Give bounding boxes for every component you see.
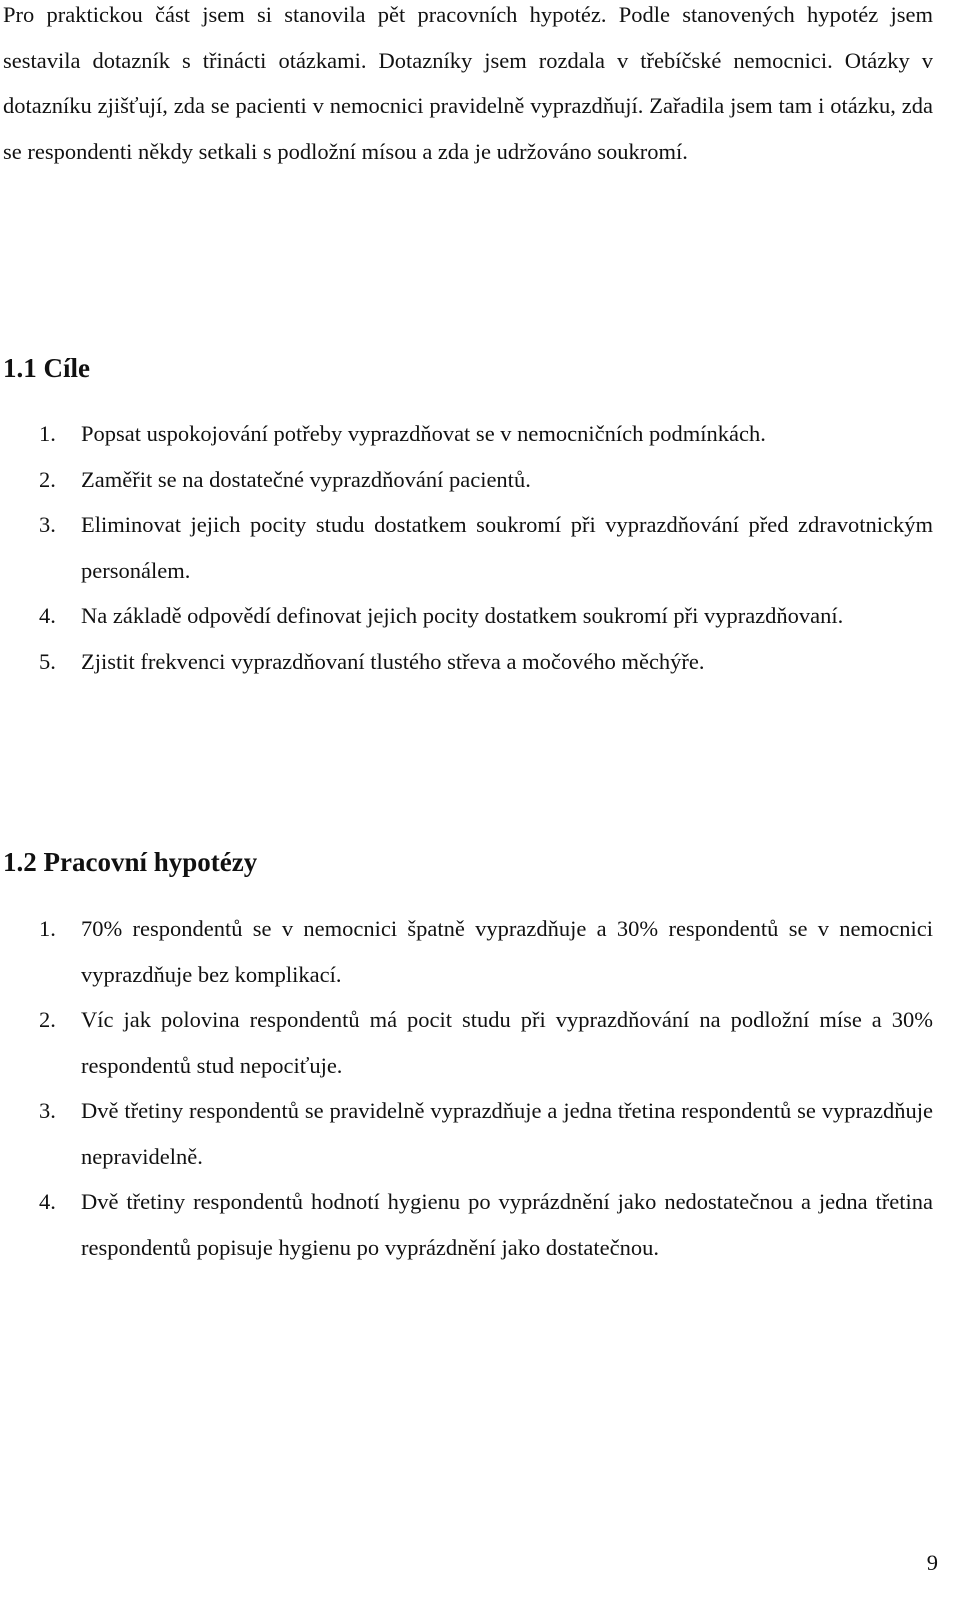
list-item-text: Zjistit frekvenci vyprazdňovaní tlustého střeva a močového měchýře.	[81, 648, 705, 674]
list-item-text: Popsat uspokojování potřeby vyprazdňovat se v nemocničních podmínkách.	[81, 421, 766, 446]
list-item	[0, 906, 933, 997]
list-item	[0, 639, 933, 685]
list-item	[0, 411, 933, 457]
list-item-number: 3.	[39, 512, 56, 537]
intro-paragraph: Pro praktickou část jsem si stanovila pět pracovních hypotéz. Podle stanovených hypotéz jsem sestavila dotazník s třinácti otázkami. Dotazníky jsem rozdala v třebíčské nemocnici. Otázky v dotazníku zjišťují, zda se pacienti v nemocnici pravidelně vyprazdňují. Zařadila jsem tam i otázku, zda se respondenti někdy setkali s podložní mísou a zda je udržováno soukromí.	[3, 2, 933, 164]
list-item-text: Eliminovat jejich pocity studu dostatkem soukromí při vyprazdňování před zdravotnickým personálem.	[81, 512, 933, 583]
list-item-number: 2.	[39, 466, 56, 492]
list-item-text: Dvě třetiny respondentů se pravidelně vyprazdňuje a jedna třetina respondentů se vyprazdňuje nepravidelně.	[81, 1098, 933, 1169]
list-item-number: 4.	[39, 1189, 56, 1214]
list-item-number: 2.	[39, 1007, 56, 1032]
list-item-number: 1.	[39, 916, 56, 941]
goals-list	[0, 411, 960, 684]
list-item	[0, 1179, 933, 1270]
list-item	[0, 457, 933, 503]
list-item	[0, 502, 933, 593]
list-item-text: 70% respondentů se v nemocnici špatně vyprazdňuje a 30% respondentů se v nemocnici vyprazdňuje bez komplikací.	[81, 916, 933, 987]
list-item-text: Zaměřit se na dostatečné vyprazdňování pacientů.	[81, 466, 531, 492]
list-item-text: Dvě třetiny respondentů hodnotí hygienu po vyprázdnění jako nedostatečnou a jedna třetina respondentů popisuje hygienu po vyprázdnění jako dostatečnou.	[81, 1189, 933, 1260]
list-item-text: Víc jak polovina respondentů má pocit studu při vyprazdňování na podložní míse a 30% respondentů stud nepociťuje.	[81, 1007, 933, 1078]
hypotheses-list	[0, 906, 960, 1270]
section-heading-hypotheses: 1.2 Pracovní hypotézy	[3, 847, 258, 877]
list-item	[0, 997, 933, 1088]
page-number: 9	[926, 1550, 938, 1575]
list-item-number: 1.	[39, 421, 56, 446]
list-item-number: 3.	[39, 1098, 56, 1123]
list-item-text: Na základě odpovědí definovat jejich pocity dostatkem soukromí při vyprazdňovaní.	[81, 603, 844, 628]
list-item	[0, 1088, 933, 1179]
list-item	[0, 593, 933, 639]
section-heading-goals: 1.1 Cíle	[3, 353, 90, 383]
list-item-number: 5.	[39, 648, 56, 674]
list-item-number: 4.	[39, 603, 56, 628]
